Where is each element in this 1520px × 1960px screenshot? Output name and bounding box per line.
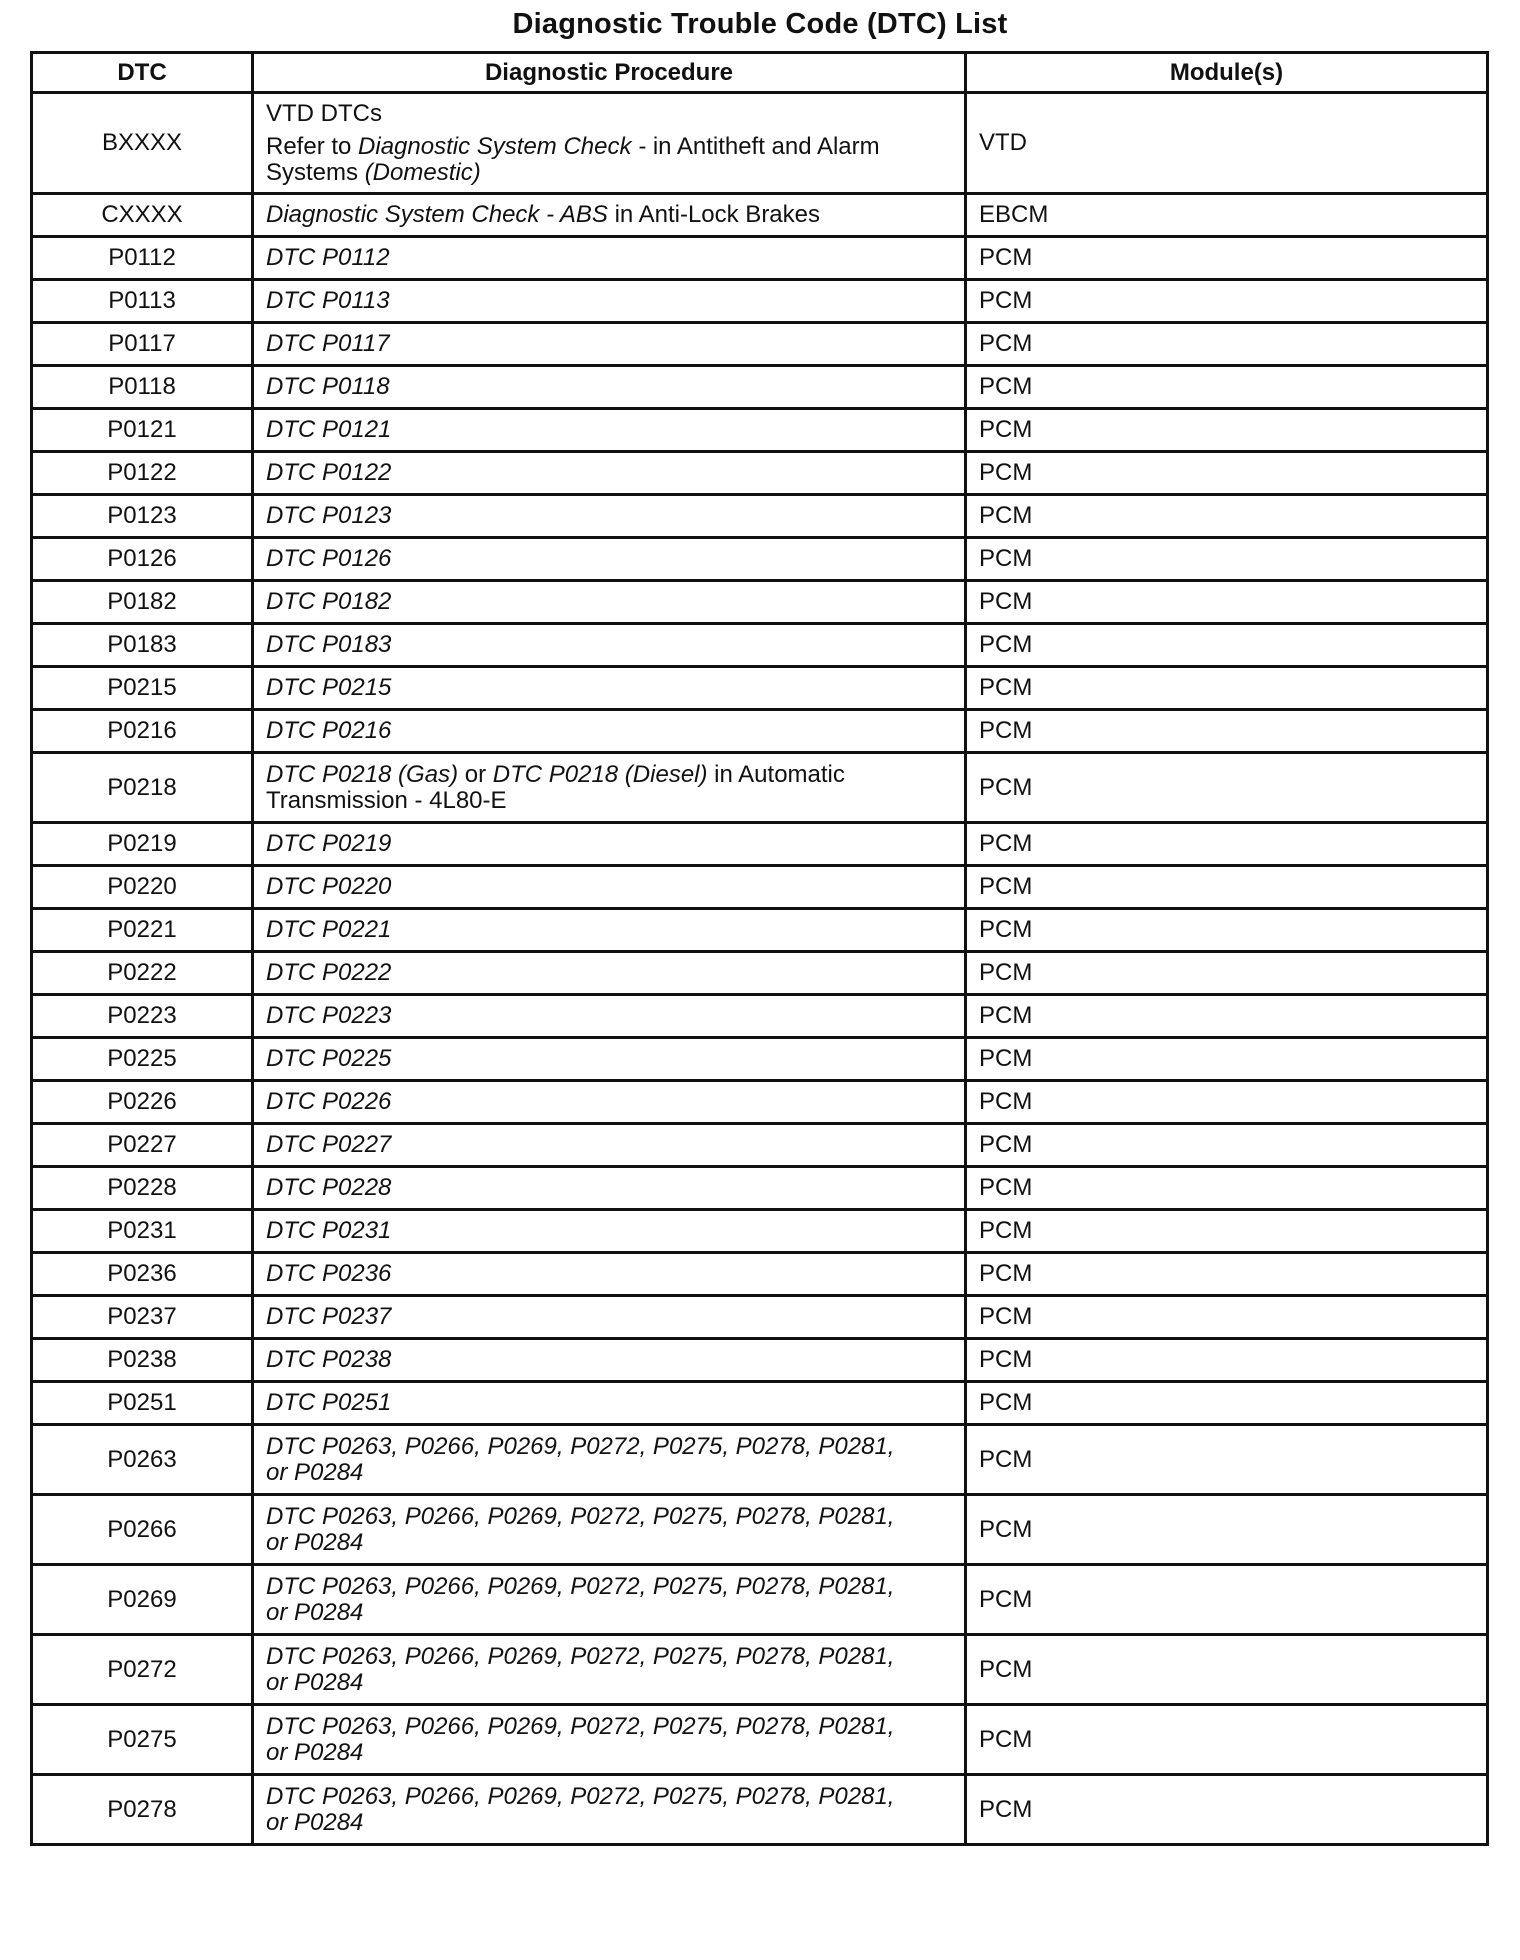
table-row: [32, 624, 1488, 667]
column-header-procedure: Diagnostic Procedure: [253, 53, 966, 93]
procedure-line: [266, 134, 952, 160]
procedure-cell: [253, 1635, 966, 1705]
procedure-cell: DTC P0236: [253, 1253, 966, 1296]
table-row: [32, 667, 1488, 710]
procedure-line: or P0284: [266, 1738, 364, 1766]
module-cell: PCM: [966, 866, 1488, 909]
procedure-cell: DTC P0231: [253, 1210, 966, 1253]
table-row: [32, 366, 1488, 409]
table-row: [32, 1210, 1488, 1253]
table-row: [32, 1167, 1488, 1210]
dtc-cell: P0231: [32, 1210, 253, 1253]
procedure-cell: DTC P0123: [253, 495, 966, 538]
module-cell: PCM: [966, 1425, 1488, 1495]
module-cell: PCM: [966, 280, 1488, 323]
table-row: [32, 1081, 1488, 1124]
module-cell: PCM: [966, 452, 1488, 495]
column-header-module: Module(s): [966, 53, 1488, 93]
table-row: [32, 1775, 1488, 1845]
table-row: [32, 1124, 1488, 1167]
procedure-text: Refer to: [266, 132, 359, 160]
table-row: [32, 995, 1488, 1038]
procedure-cell: DTC P0238: [253, 1339, 966, 1382]
table-row: [32, 952, 1488, 995]
dtc-cell: P0228: [32, 1167, 253, 1210]
procedure-line: DTC P0263, P0266, P0269, P0272, P0275, P0278, P0281,: [266, 1642, 895, 1670]
procedure-line: or P0284: [266, 1598, 364, 1626]
procedure-cell: DTC P0112: [253, 237, 966, 280]
procedure-line: Transmission - 4L80-E: [266, 786, 507, 814]
procedure-cell: DTC P0237: [253, 1296, 966, 1339]
module-cell: PCM: [966, 237, 1488, 280]
dtc-cell: P0227: [32, 1124, 253, 1167]
procedure-cell: DTC P0117: [253, 323, 966, 366]
module-cell: PCM: [966, 495, 1488, 538]
procedure-line: or P0284: [266, 1808, 364, 1836]
module-cell: PCM: [966, 1775, 1488, 1845]
procedure-cell: [253, 194, 966, 237]
table-row: [32, 1296, 1488, 1339]
module-cell: PCM: [966, 1635, 1488, 1705]
procedure-cell: DTC P0216: [253, 710, 966, 753]
procedure-line: DTC P0263, P0266, P0269, P0272, P0275, P0278, P0281,: [266, 1782, 895, 1810]
procedure-cell: DTC P0118: [253, 366, 966, 409]
table-row: [32, 495, 1488, 538]
procedure-cell: DTC P0222: [253, 952, 966, 995]
dtc-cell: P0223: [32, 995, 253, 1038]
module-cell: PCM: [966, 1495, 1488, 1565]
module-cell: PCM: [966, 753, 1488, 823]
dtc-cell: P0118: [32, 366, 253, 409]
table-row: [32, 323, 1488, 366]
procedure-cell: [253, 1425, 966, 1495]
procedure-cell: DTC P0219: [253, 823, 966, 866]
module-cell: PCM: [966, 667, 1488, 710]
procedure-text: or: [458, 760, 493, 788]
procedure-cell: DTC P0122: [253, 452, 966, 495]
module-cell: PCM: [966, 366, 1488, 409]
module-cell: PCM: [966, 1382, 1488, 1425]
procedure-cell: [253, 93, 966, 194]
module-cell: PCM: [966, 952, 1488, 995]
dtc-cell: P0236: [32, 1253, 253, 1296]
table-row: [32, 452, 1488, 495]
table-row: [32, 1565, 1488, 1635]
procedure-line: DTC P0263, P0266, P0269, P0272, P0275, P0278, P0281,: [266, 1432, 895, 1460]
dtc-cell: P0278: [32, 1775, 253, 1845]
dtc-cell: P0121: [32, 409, 253, 452]
procedure-link-text: DTC P0218 (Gas): [266, 760, 459, 788]
table-row: [32, 237, 1488, 280]
procedure-line: or P0284: [266, 1528, 364, 1556]
procedure-text: in Antitheft and Alarm: [652, 132, 880, 160]
dtc-cell: P0113: [32, 280, 253, 323]
dtc-cell: P0222: [32, 952, 253, 995]
procedure-line: [266, 762, 952, 788]
dtc-cell: P0215: [32, 667, 253, 710]
table-row: [32, 409, 1488, 452]
table-row: [32, 909, 1488, 952]
dtc-cell: P0238: [32, 1339, 253, 1382]
procedure-cell: DTC P0226: [253, 1081, 966, 1124]
dtc-cell: P0251: [32, 1382, 253, 1425]
table-row: [32, 823, 1488, 866]
procedure-cell: [253, 1775, 966, 1845]
dtc-cell: P0219: [32, 823, 253, 866]
table-header-row: [32, 53, 1488, 93]
dtc-cell: P0225: [32, 1038, 253, 1081]
module-cell: PCM: [966, 1339, 1488, 1382]
dtc-cell: P0112: [32, 237, 253, 280]
procedure-link-text: DTC P0218 (Diesel): [492, 760, 708, 788]
module-cell: VTD: [966, 93, 1488, 194]
page-title: Diagnostic Trouble Code (DTC) List: [512, 8, 1008, 40]
procedure-cell: DTC P0215: [253, 667, 966, 710]
procedure-line: [266, 160, 952, 186]
procedure-cell: [253, 1705, 966, 1775]
dtc-cell: P0117: [32, 323, 253, 366]
dtc-cell: CXXXX: [32, 194, 253, 237]
dtc-cell: BXXXX: [32, 93, 253, 194]
procedure-cell: DTC P0225: [253, 1038, 966, 1081]
dtc-cell: P0220: [32, 866, 253, 909]
procedure-link-text: Diagnostic System Check -: [358, 132, 653, 160]
procedure-line: or P0284: [266, 1668, 364, 1696]
dtc-cell: P0226: [32, 1081, 253, 1124]
dtc-cell: P0122: [32, 452, 253, 495]
dtc-cell: P0272: [32, 1635, 253, 1705]
procedure-cell: DTC P0182: [253, 581, 966, 624]
table-row: [32, 1495, 1488, 1565]
procedure-cell: [253, 753, 966, 823]
dtc-cell: P0237: [32, 1296, 253, 1339]
dtc-cell: P0218: [32, 753, 253, 823]
dtc-cell: P0123: [32, 495, 253, 538]
module-cell: PCM: [966, 909, 1488, 952]
table-row: [32, 280, 1488, 323]
module-cell: EBCM: [966, 194, 1488, 237]
procedure-text: Systems: [266, 158, 365, 186]
procedure-cell: [253, 1565, 966, 1635]
module-cell: PCM: [966, 624, 1488, 667]
module-cell: PCM: [966, 538, 1488, 581]
dtc-cell: P0183: [32, 624, 253, 667]
module-cell: PCM: [966, 1167, 1488, 1210]
module-cell: PCM: [966, 1081, 1488, 1124]
dtc-cell: P0275: [32, 1705, 253, 1775]
table-row: [32, 1038, 1488, 1081]
module-cell: PCM: [966, 323, 1488, 366]
procedure-line: VTD DTCs: [266, 99, 382, 127]
procedure-text: in Anti-Lock Brakes: [607, 201, 821, 228]
procedure-cell: DTC P0223: [253, 995, 966, 1038]
procedure-cell: DTC P0126: [253, 538, 966, 581]
module-cell: PCM: [966, 1210, 1488, 1253]
module-cell: PCM: [966, 710, 1488, 753]
procedure-cell: DTC P0228: [253, 1167, 966, 1210]
procedure-cell: DTC P0221: [253, 909, 966, 952]
module-cell: PCM: [966, 995, 1488, 1038]
module-cell: PCM: [966, 581, 1488, 624]
table-row: [32, 93, 1488, 194]
dtc-table: [30, 51, 1489, 1846]
table-row: [32, 1339, 1488, 1382]
procedure-link-text: (Domestic): [364, 158, 481, 186]
table-row: [32, 753, 1488, 823]
module-cell: PCM: [966, 409, 1488, 452]
procedure-line: DTC P0263, P0266, P0269, P0272, P0275, P0278, P0281,: [266, 1712, 895, 1740]
table-row: [32, 866, 1488, 909]
procedure-cell: DTC P0227: [253, 1124, 966, 1167]
table-row: [32, 581, 1488, 624]
dtc-cell: P0221: [32, 909, 253, 952]
column-header-dtc: DTC: [32, 53, 253, 93]
module-cell: PCM: [966, 1253, 1488, 1296]
procedure-line: DTC P0263, P0266, P0269, P0272, P0275, P0278, P0281,: [266, 1502, 895, 1530]
table-row: [32, 1382, 1488, 1425]
procedure-line: DTC P0263, P0266, P0269, P0272, P0275, P0278, P0281,: [266, 1572, 895, 1600]
procedure-cell: DTC P0121: [253, 409, 966, 452]
table-row: [32, 538, 1488, 581]
module-cell: PCM: [966, 1565, 1488, 1635]
dtc-cell: P0266: [32, 1495, 253, 1565]
procedure-link-text: Diagnostic System Check - ABS: [266, 201, 608, 228]
table-row: [32, 194, 1488, 237]
module-cell: PCM: [966, 1124, 1488, 1167]
dtc-cell: P0216: [32, 710, 253, 753]
procedure-cell: DTC P0220: [253, 866, 966, 909]
procedure-cell: [253, 1495, 966, 1565]
dtc-cell: P0126: [32, 538, 253, 581]
dtc-cell: P0269: [32, 1565, 253, 1635]
procedure-cell: DTC P0251: [253, 1382, 966, 1425]
table-row: [32, 1705, 1488, 1775]
module-cell: PCM: [966, 823, 1488, 866]
procedure-line: or P0284: [266, 1458, 364, 1486]
table-row: [32, 1425, 1488, 1495]
procedure-cell: DTC P0113: [253, 280, 966, 323]
procedure-text: in Automatic: [707, 760, 845, 788]
module-cell: PCM: [966, 1296, 1488, 1339]
table-row: [32, 1253, 1488, 1296]
module-cell: PCM: [966, 1038, 1488, 1081]
module-cell: PCM: [966, 1705, 1488, 1775]
table-row: [32, 1635, 1488, 1705]
dtc-cell: P0263: [32, 1425, 253, 1495]
procedure-cell: DTC P0183: [253, 624, 966, 667]
dtc-cell: P0182: [32, 581, 253, 624]
table-row: [32, 710, 1488, 753]
